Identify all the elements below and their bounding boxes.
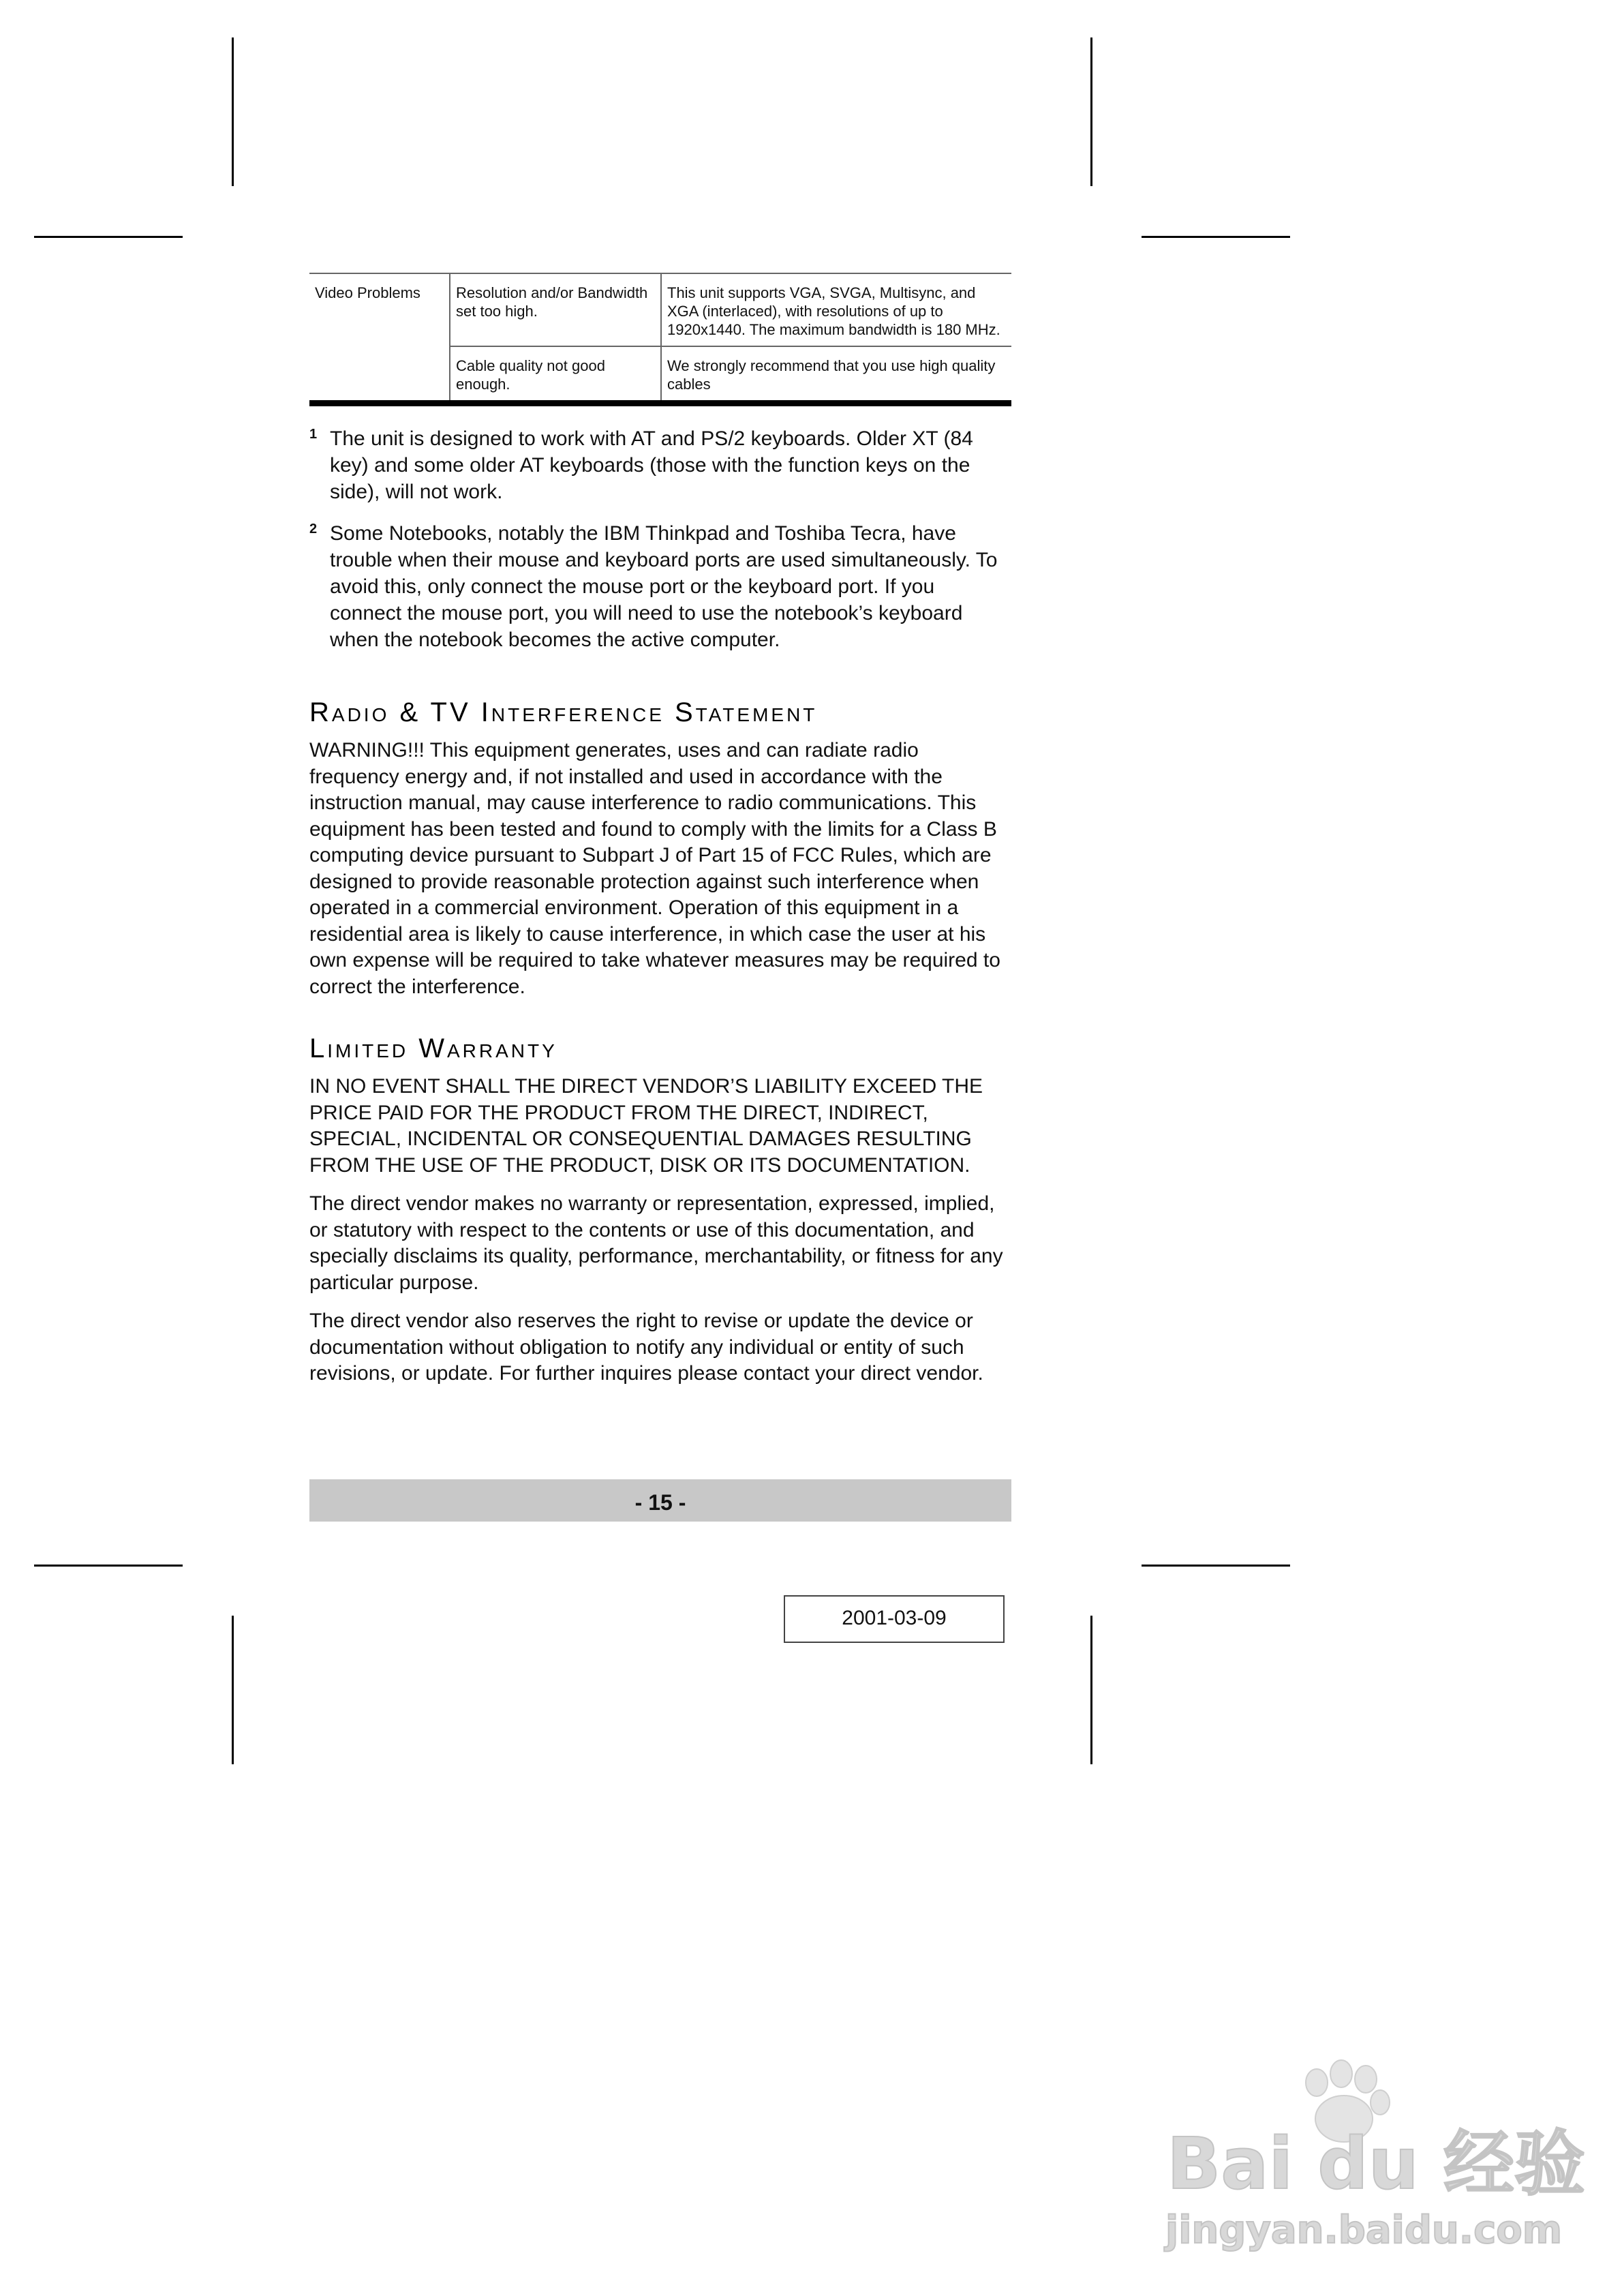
- action-cell: This unit supports VGA, SVGA, Multisync, and XGA (interlaced), with resolutions of up to 1920x1440. The maximum bandwidth is 180 MHz.: [661, 273, 1011, 346]
- action-cell: We strongly recommend that you use high quality cables: [661, 346, 1011, 400]
- page-content: [309, 273, 1011, 1387]
- footnote-number: 1: [309, 427, 318, 442]
- crop-mark-top-left-vertical: [232, 37, 234, 186]
- warranty-paragraph: The direct vendor makes no warranty or representation, expressed, implied, or statutory with respect to the contents or use of this documentation, and specially disclaims its quality, performance, merchantability, or fitness for any particular purpose.: [309, 1192, 1003, 1294]
- cause-cell: Cable quality not good enough.: [450, 346, 661, 400]
- section-heading-warranty: Limited Warranty: [309, 1033, 557, 1063]
- date-box: 2001-03-09: [784, 1595, 1005, 1643]
- interference-paragraph: WARNING!!! This equipment generates, uses and can radiate radio frequency energy and, if not installed and used in accordance with the instruction manual, may cause interference to radio communications. This equipment has been tested and found to comply with the limits for a Class B computing device pursuant to Subpart J of Part 15 of FCC Rules, which are designed to provide reasonable protection against such interference when operated in a commercial environment. Operation of this equipment in a residential area is likely to cause interference, in which case the user at his own expense will be required to take whatever measures may be required to correct the interference.: [309, 739, 1000, 998]
- footnote-text: Some Notebooks, notably the IBM Thinkpad and Toshiba Tecra, have trouble when their mouse and keyboard ports are used simultaneously. To avoid this, only connect the mouse port or the keyboard port. If you connect the mouse port, you will need to use the notebook’s keyboard when the notebook becomes the active computer.: [330, 522, 998, 651]
- section-heading-interference: Radio & TV Interference Statement: [309, 697, 818, 727]
- footnote-number: 2: [309, 522, 318, 537]
- crop-mark-bottom-right-horizontal: [1142, 1565, 1290, 1567]
- crop-mark-top-right-vertical: [1090, 37, 1092, 186]
- crop-mark-bottom-left-vertical: [232, 1616, 234, 1764]
- cause-cell: Resolution and/or Bandwidth set too high.: [450, 273, 661, 346]
- watermark-url: jingyan.baidu.com: [1165, 2208, 1563, 2252]
- table-bottom-rule: [309, 400, 1011, 406]
- warranty-paragraph: The direct vendor also reserves the right to revise or update the device or documentation without obligation to notify any individual or entity of such revisions, or update. For further inquires please contact your direct vendor.: [309, 1310, 983, 1385]
- problem-category-cell: Video Problems: [315, 284, 420, 301]
- crop-mark-bottom-right-vertical: [1090, 1616, 1092, 1764]
- footnote: [309, 520, 1011, 653]
- footnote-text: The unit is designed to work with AT and PS/2 keyboards. Older XT (84 key) and some older AT keyboards (those with the function keys on the side), will not work.: [330, 427, 973, 503]
- troubleshooting-table: [309, 273, 1011, 400]
- crop-mark-top-left-horizontal: [34, 236, 183, 238]
- footnote: [309, 425, 1011, 505]
- table-row: [309, 273, 1011, 346]
- page-number: - 15 -: [634, 1490, 686, 1515]
- page-footer-bar: [309, 1479, 1011, 1522]
- crop-mark-top-right-horizontal: [1142, 236, 1290, 238]
- crop-mark-bottom-left-horizontal: [34, 1565, 183, 1567]
- watermark-brand: Bai du 经验: [1167, 2122, 1585, 2205]
- baidu-watermark: [1159, 2045, 1585, 2263]
- warranty-paragraph: IN NO EVENT SHALL THE DIRECT VENDOR’S LIABILITY EXCEED THE PRICE PAID FOR THE PRODUCT FROM THE DIRECT, INDIRECT, SPECIAL, INCIDENTAL OR CONSEQUENTIAL DAMAGES RESULTING FROM THE USE OF THE PRODUCT, DISK OR ITS DOCUMENTATION.: [309, 1075, 983, 1177]
